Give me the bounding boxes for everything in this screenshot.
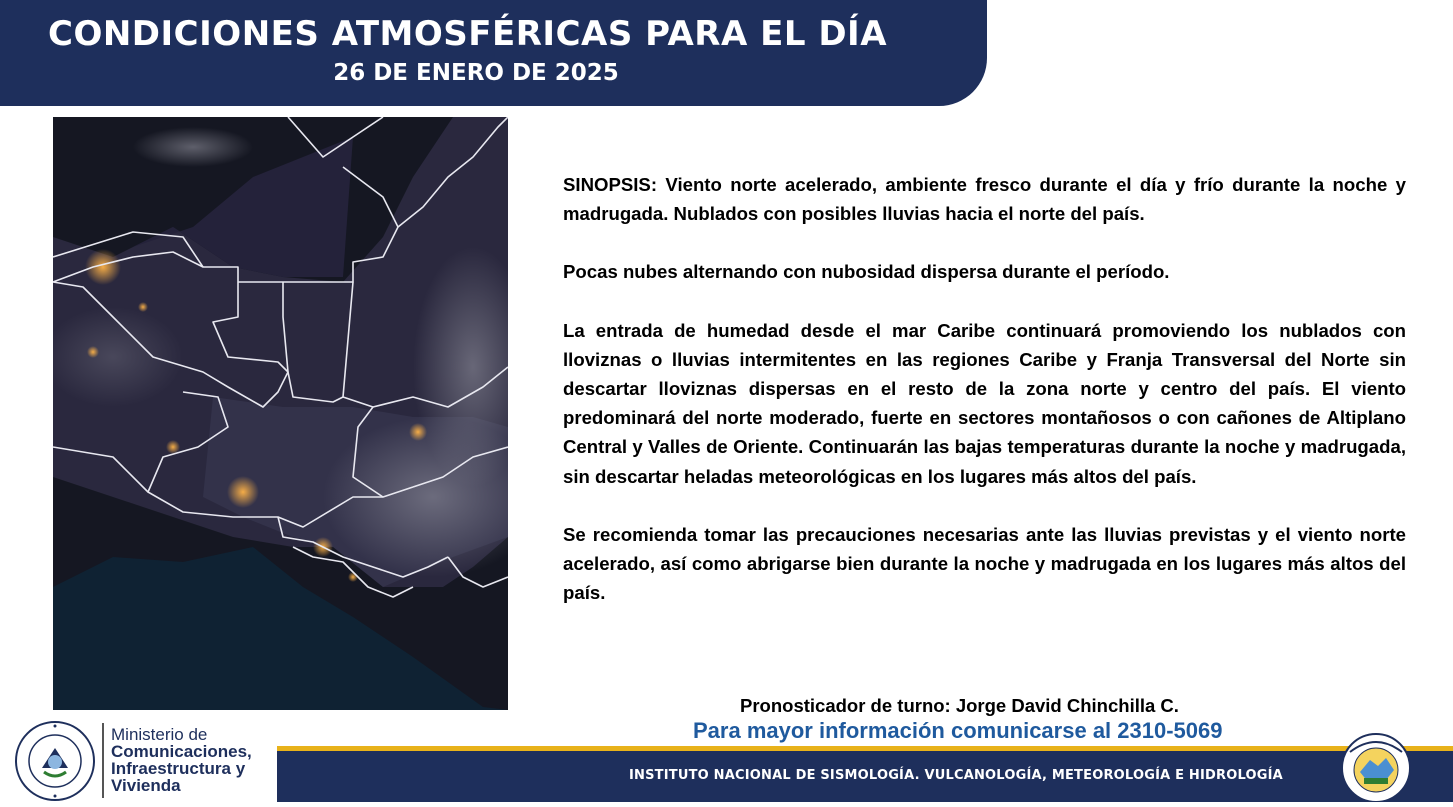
ministry-logo-text <box>111 726 252 794</box>
forecaster-on-duty: Pronosticador de turno: Jorge David Chinchilla C. <box>740 695 1179 716</box>
satellite-image <box>53 117 508 710</box>
ministry-line-2: Comunicaciones, <box>111 742 252 761</box>
forecast-paragraph: La entrada de humedad desde el mar Caribe continuará promoviendo los nublados con lloviznas o lluvias intermitentes en las regiones Caribe y Franja Transversal del Norte sin descartar lloviznas dispersas en el resto de la zona norte y centro del país. El viento predominará del norte moderado, fuerte en sectores montañosos o con cañones de Altiplano Central y Valles de Oriente. Continuarán las bajas temperaturas durante la noche y madrugada, sin descartar heladas meteorológicas en los lugares más altos del país. <box>563 319 1406 487</box>
cloudiness-paragraph: Pocas nubes alternando con nubosidad dispersa durante el período. <box>563 261 1170 283</box>
ministry-line-3: Infraestructura y <box>111 759 246 778</box>
recommendation-paragraph: Se recomienda tomar las precauciones necesarias ante las lluvias previstas y el viento norte acelerado, así como abrigarse bien durante la noche y madrugada en los lugares más altos del país. <box>563 523 1406 604</box>
contact-info: Para mayor información comunicarse al 2310-5069 <box>693 718 1223 743</box>
satellite-map-graphic <box>53 117 508 710</box>
logo-divider <box>102 723 104 798</box>
page-title: CONDICIONES ATMOSFÉRICAS PARA EL DÍA <box>48 14 888 54</box>
guatemala-seal-icon <box>14 720 96 802</box>
ministry-line-4: Vivienda <box>111 776 181 795</box>
institute-name: INSTITUTO NACIONAL DE SISMOLOGÍA. VULCANOLOGÍA, METEOROLOGÍA E HIDROLOGÍA <box>629 768 1283 783</box>
insivumeh-logo-icon <box>1338 730 1414 802</box>
bulletin-date: 26 DE ENERO DE 2025 <box>333 60 619 86</box>
ministry-line-1: Ministerio de <box>111 725 208 744</box>
synopsis-paragraph: SINOPSIS: Viento norte acelerado, ambiente fresco durante el día y frío durante la noche y madrugada. Nublados con posibles lluvias hacia el norte del país. <box>563 174 1406 225</box>
bulletin-text <box>563 170 1406 636</box>
